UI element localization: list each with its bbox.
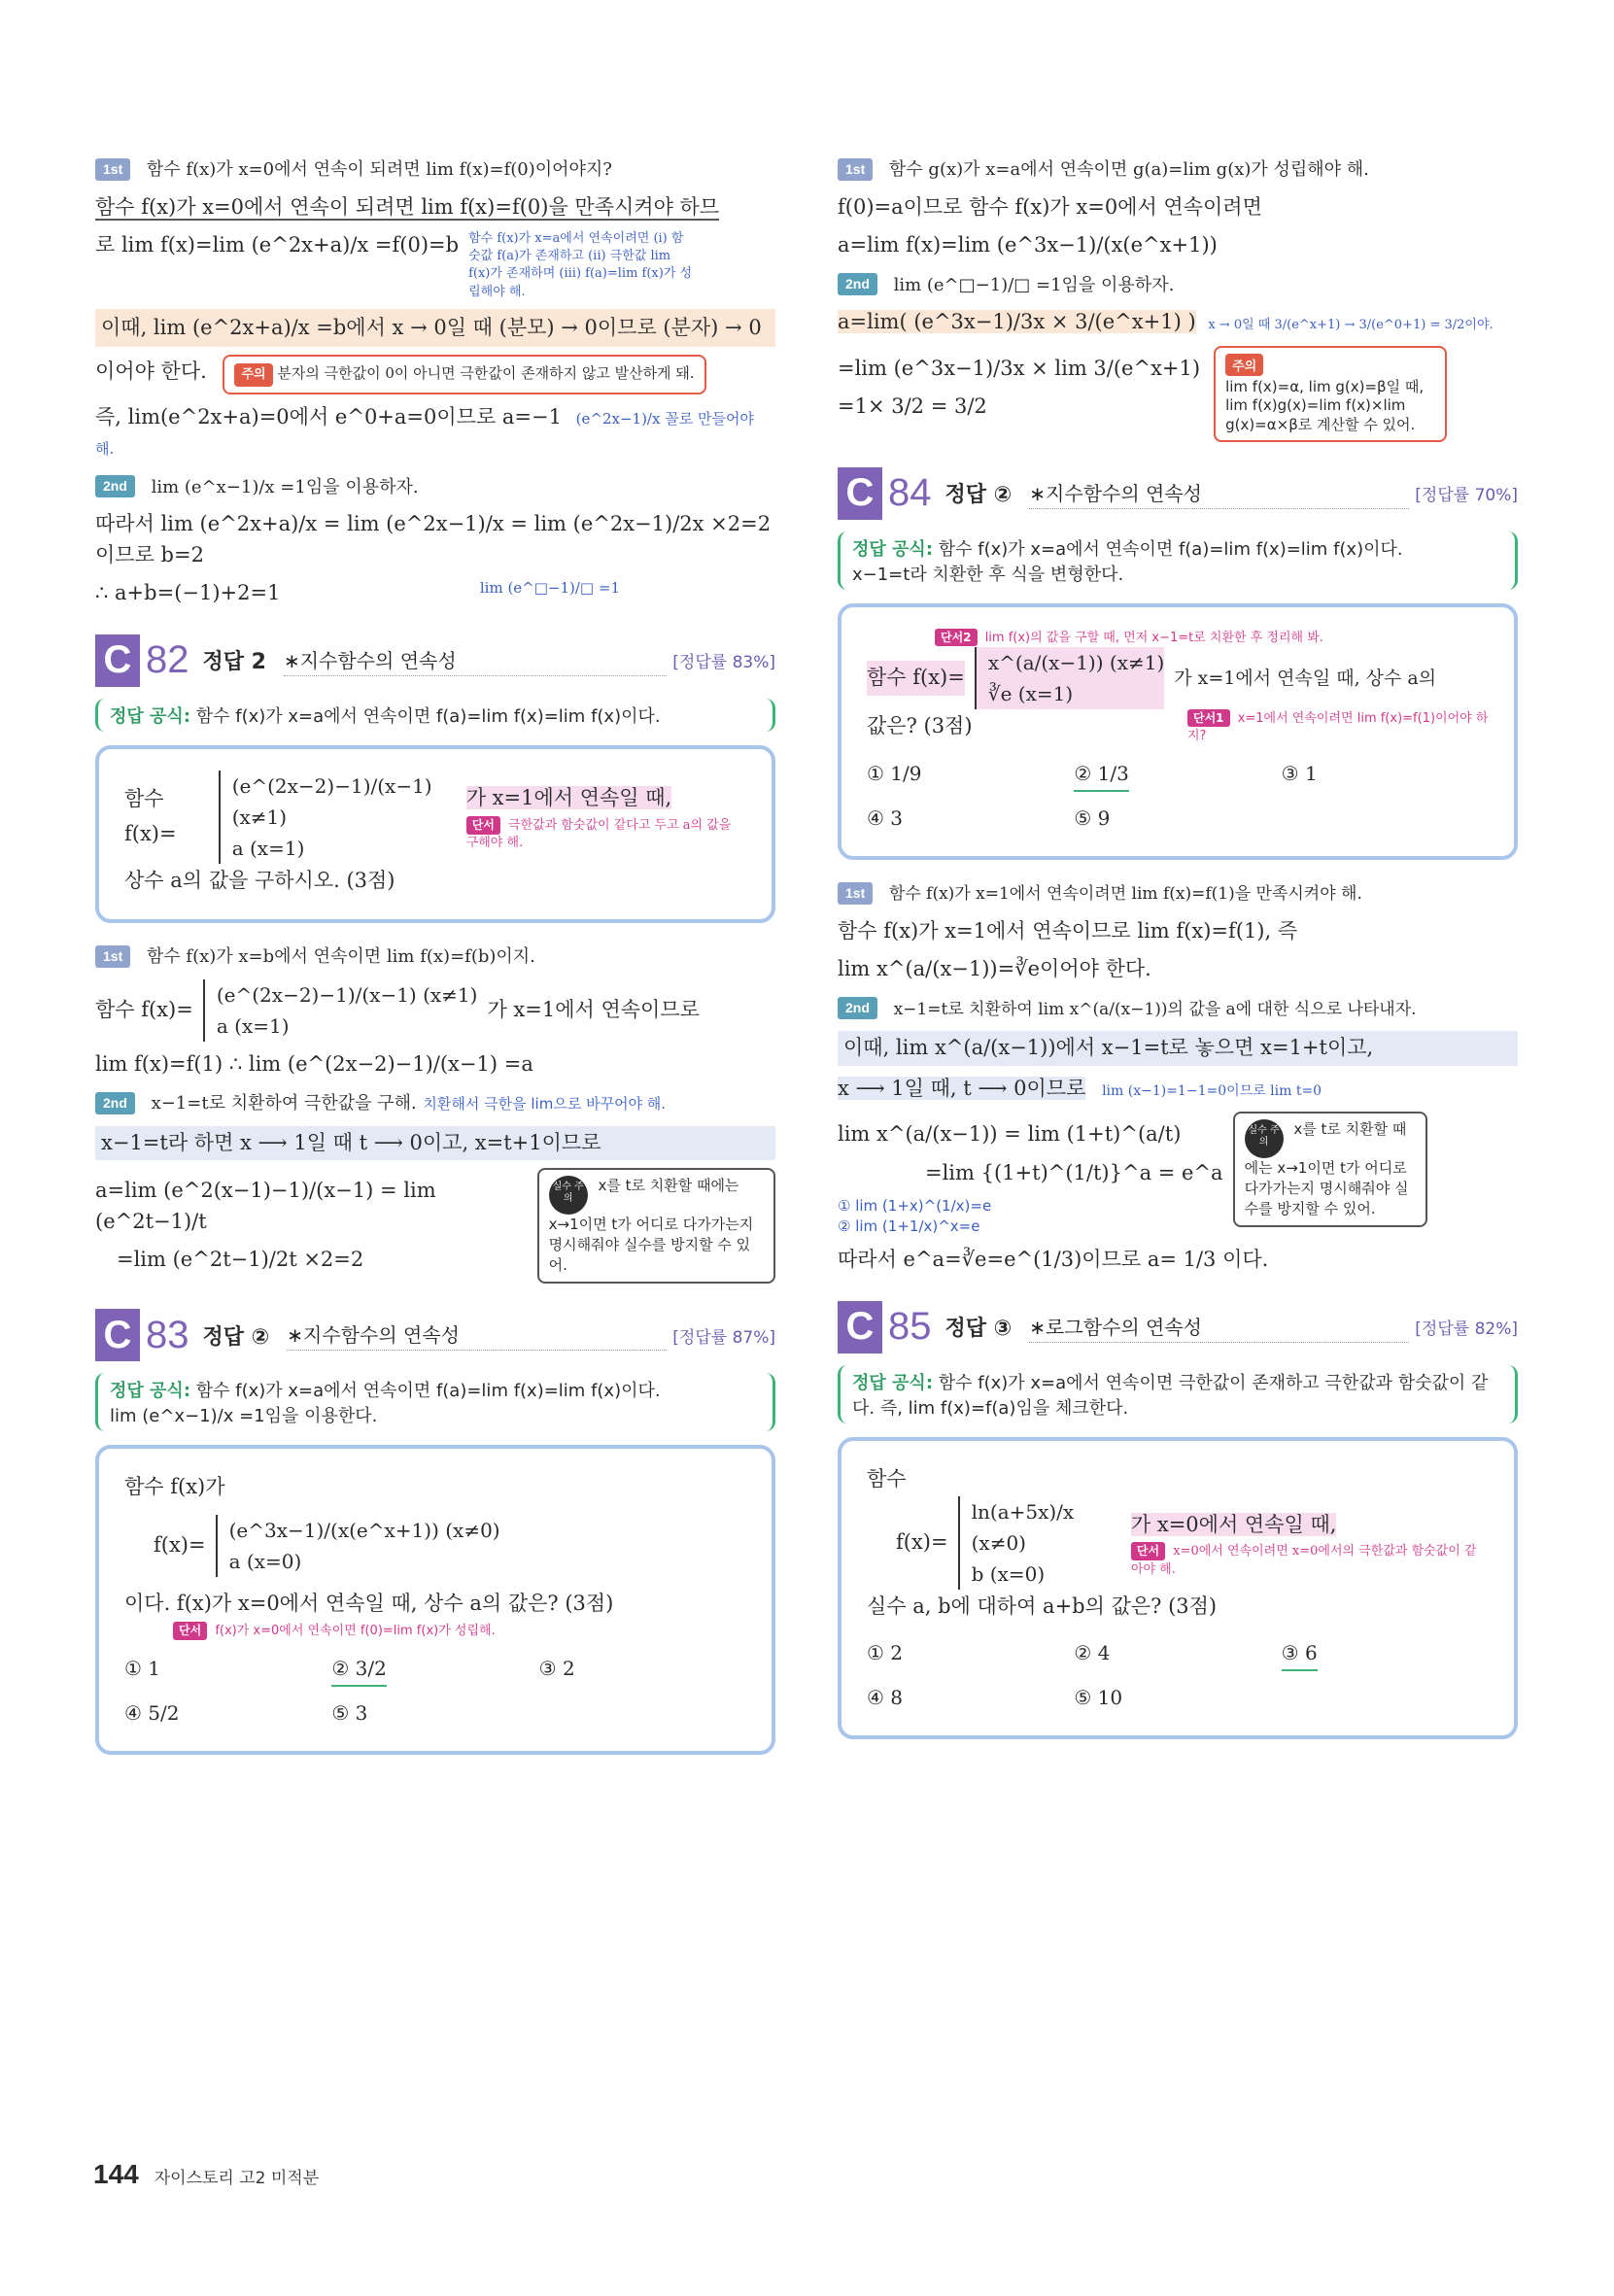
step-tag: 1st [95,158,130,181]
step-tag: 2nd [838,273,877,295]
choice[interactable]: ⑤ 3 [331,1701,368,1725]
answer-choices [867,757,1489,835]
problem-question: 상수 a의 값을 구하시오. (3점) [124,868,395,892]
correct-rate: [정답률 83%] [672,653,775,673]
step-tag: 1st [838,882,873,905]
choice[interactable]: ① 1/9 [867,762,922,786]
caution-icon: 실수 주의 [549,1176,588,1215]
solution-text: f(0)=a이므로 함수 f(x)가 x=0에서 연속이려면 [838,194,1262,219]
choice-correct[interactable]: ③ 6 [1282,1636,1318,1671]
section-number: 85 [888,1305,932,1349]
choice[interactable]: ④ 5/2 [124,1701,180,1725]
piecewise-function: x^(a/(x−1)) (x≠1) ∛e (x=1) [975,647,1164,709]
answer-label: 정답 ② [944,483,1013,507]
solution-step: 2nd lim (e^□−1)/□ =1임을 이용하자. [838,269,1518,300]
piecewise-function: (e^(2x−2)−1)/(x−1) (x≠1) a (x=1) [219,771,457,864]
warning-box: 주의 lim f(x)=α, lim g(x)=β일 때, lim f(x)g(x)=lim f(x)×lim g(x)=α×β로 계산할 수 있어. [1214,346,1447,442]
section-number: 82 [146,638,189,682]
answer-label: 정답 ② [202,1324,270,1350]
choice-correct[interactable]: ② 1/3 [1074,757,1128,792]
step-tag: 1st [838,158,873,181]
section-number: 84 [888,471,932,514]
answer-label: 정답 2 [202,650,266,675]
problem-question: 이다. f(x)가 x=0에서 연속일 때, 상수 a의 값은? (3점) [124,1592,614,1616]
solution-text: 이어야 한다. 주의 분자의 극한값이 0이 아니면 극한값이 존재하지 않고 발산하게 돼. [95,355,775,394]
solution-text: =lim (e^2t−1)/2t ×2=2 [117,1248,364,1272]
solution-text: ∴ a+b=(−1)+2=1 lim (e^□−1)/□ =1 [95,578,775,609]
step-tag: 2nd [95,475,135,497]
solution-text: lim f(x)=f(1) ∴ lim (e^(2x−2)−1)/(x−1) =a [95,1051,533,1076]
section-header [838,1301,1518,1354]
note: 함수 f(x)가 x=a에서 연속이려면 (i) 함숫값 f(a)가 존재하고 (ii) 극한값 lim f(x)가 존재하며 (iii) f(a)=lim f(x)가 성립해야 해. [468,231,693,299]
problem-box: 함수 f(x)= (e^(2x−2)−1)/(x−1) (x≠1) a (x=1) 가 x=1에서 연속일 때, 단서 극한값과 함숫값이 같다고 두고 a의 값을 구해야 해. 상수 a의 값을 구하시오. (3점) [95,745,775,924]
right-column: 1st 함수 g(x)가 x=a에서 연속이면 g(a)=lim g(x)가 성립해야 해. f(0)=a이므로 함수 f(x)가 x=0에서 연속이려면 a=lim f(x)=lim (e^3x−1)/(x(e^x+1)) 2nd lim (e^□−1)/□ =1임을 이용하자. a=lim( (e^3x−1)/3x × 3/(e^x+1) ) x → 0일 때 3/(e^x+1) → 3/(e^0+1) = 3/2이야. =lim (e^3x−1)/3x × lim 3/(e^x+1) =1× 3/2 = 3/2 주의 lim f(x)=α, lim g(x)=β일 때, lim f(x)g(x)=lim f(x)×lim g(x)=α×β로 계산할 수 있어. C 84 정답 ② ∗지수함수의 연속성 [정답률 70%] 정답 공식: 함수 f(x)가 x=a에서 연속이면 f(a)=lim f(x)=lim f(x)이다. x−1=t라 치환한 후 식을 변형한다. 단서2 lim f(x)의 값을 구할 때, 먼저 x−1=t로 치환한 후 정리해 봐. 함수 f(x)= x^(a/(x−1)) (x≠1) ∛e (x=1) 가 x=1에서 연속일 때, 상수 a의 값은? (3점) 단서1 x=1에서 연속이려면 lim f(x)=f(1)이어야 하지? ① 1/9 ② 1/3 ③ 1 ④ 3 ⑤ 9 1st 함수 f(x)가 x=1에서 연속이려면 lim f(x)=f(1)을 만족시켜야 해. 함수 f(x)가 x=1에서 연속이므로 lim f(x)=f(1), 즉 lim x^(a/(x−1))=∛e이어야 한다. 2nd x−1=t로 치환하여 lim x^(a/(x−1))의 값을 a에 대한 식으로 나타내자. 이때, lim x^(a/(x−1))에서 x−1=t로 놓으면 x=1+t이고, x ⟶ 1일 때, t ⟶ 0이므로 lim (x−1)=1−1=0이므로 lim t=0 lim x^(a/(x−1)) = lim (1+t)^(a/t) =lim {(1+t)^(1/t)}^a = e^a ① lim (1+x)^(1/x)=e ② lim (1+1/x)^x=e 실수 주의 x를 t로 치환할 때에는 x→1이면 t가 어디로 다가가는지 명시해줘야 실수를 방지할 수 있어. 따라서 e^a=∛e=e^(1/3)이므로 a= 1/3 이다. C 85 정답 ③ ∗로그함수의 연속성 [정답률 82%] 정답 공식: 함수 f(x)가 x=a에서 연속이면 극한값이 존재하고 극한값과 함숫값이 같다. 즉, lim f(x)=f(a)임을 체크한다. 함수 f(x)= ln(a+5x)/x (x≠0) b (x=0) 가 x=0에서 연속일 때, 단서 x=0에서 연속이려면 x=0에서의 극한값과 함숫값이 같아야 해. 실수 a, b에 대하여 a+b의 값은? (3점) ① 2 ② 4 ③ 6 ④ 8 ⑤ 10 [838,146,1518,1757]
choice[interactable]: ③ 2 [538,1657,575,1680]
caution-icon: 실수 주의 [1245,1119,1284,1158]
step-title: lim (e^x−1)/x =1임을 이용하자. [151,476,419,497]
topic-label: ∗지수함수의 연속성 [1029,478,1409,509]
step-title: 함수 f(x)가 x=0에서 연속이 되려면 lim f(x)=f(0)이어야지? [146,159,612,180]
solution-text: a=lim f(x)=lim (e^3x−1)/(x(e^x+1)) [838,233,1218,257]
choice-correct[interactable]: ② 3/2 [331,1652,386,1687]
choice[interactable]: ④ 8 [867,1685,904,1709]
answer-formula: 정답 공식: 함수 f(x)가 x=a에서 연속이면 f(a)=lim f(x)=lim f(x)이다. lim (e^x−1)/x =1임을 이용한다. [95,1373,775,1431]
topic-label: ∗지수함수의 연속성 [284,645,667,676]
problem-box: 함수 f(x)= ln(a+5x)/x (x≠0) b (x=0) 가 x=0에서 연속일 때, 단서 x=0에서 연속이려면 x=0에서의 극한값과 함숫값이 같아야 해. 실수 a, b에 대하여 a+b의 값은? (3점) ① 2 ② 4 ③ 6 ④ 8 ⑤ 10 [838,1437,1518,1739]
answer-formula: 정답 공식: 함수 f(x)가 x=a에서 연속이면 f(a)=lim f(x)=lim f(x)이다. [95,699,775,732]
solution-text: 로 lim f(x)=lim (e^2x+a)/x =f(0)=b 함수 f(x)가 x=a에서 연속이려면 (i) 함숫값 f(a)가 존재하고 (ii) 극한값 lim f(x)가 존재하며 (iii) f(a)=lim f(x)가 성립해야 해. [95,230,775,301]
solution-step: 1st 함수 f(x)가 x=1에서 연속이려면 lim f(x)=f(1)을 만족시켜야 해. [838,877,1518,908]
warning-box: 주의 분자의 극한값이 0이 아니면 극한값이 존재하지 않고 발산하게 돼. [223,355,705,394]
correct-rate: [정답률 82%] [1415,1319,1518,1340]
note: lim (e^□−1)/□ =1 [479,579,620,598]
choice[interactable]: ⑤ 10 [1074,1685,1123,1709]
tip-box: 실수 주의 x를 t로 치환할 때에는 x→1이면 t가 어디로 다가가는지 명시해줘야 실수를 방지할 수 있어. [1233,1112,1427,1227]
piecewise-function: (e^(2x−2)−1)/(x−1) (x≠1) a (x=1) [203,979,478,1042]
answer-label: 정답 ③ [944,1317,1013,1342]
answer-formula: 정답 공식: 함수 f(x)가 x=a에서 연속이면 극한값이 존재하고 극한값과 함숫값이 같다. 즉, lim f(x)=f(a)임을 체크한다. [838,1365,1518,1423]
solution-text: x−1=t라 하면 x ⟶ 1일 때 t ⟶ 0이고, x=t+1이므로 [95,1126,775,1161]
solution-step: 1st 함수 g(x)가 x=a에서 연속이면 g(a)=lim g(x)가 성립해야 해. [838,154,1518,185]
answer-choices [867,1636,1489,1714]
hint-tag: 단서 [173,1622,207,1640]
answer-formula: 정답 공식: 함수 f(x)가 x=a에서 연속이면 f(a)=lim f(x)=lim f(x)이다. x−1=t라 치환한 후 식을 변형한다. [838,531,1518,590]
solution-text: a=lim (e^2(x−1)−1)/(x−1) = lim (e^2t−1)/t [95,1179,436,1233]
problem-box: 함수 f(x)가 f(x)= (e^3x−1)/(x(e^x+1)) (x≠0) a (x=0) 이다. f(x)가 x=0에서 연속일 때, 상수 a의 값은? (3점) 단서 f(x)가 x=0에서 연속이면 f(0)=lim f(x)가 성립해. ① 1 ② 3/2 ③ 2 ④ 5/2 ⑤ 3 [95,1445,775,1755]
problem-box: 단서2 lim f(x)의 값을 구할 때, 먼저 x−1=t로 치환한 후 정리해 봐. 함수 f(x)= x^(a/(x−1)) (x≠1) ∛e (x=1) 가 x=1에서 연속일 때, 상수 a의 값은? (3점) 단서1 x=1에서 연속이려면 lim f(x)=f(1)이어야 하지? ① 1/9 ② 1/3 ③ 1 ④ 3 ⑤ 9 [838,603,1518,861]
book-title: 자이스토리 고2 미적분 [154,2169,320,2188]
choice[interactable]: ④ 3 [867,806,904,831]
topic-label: ∗지수함수의 연속성 [287,1319,667,1351]
warning-label: 주의 [234,363,272,387]
section-number: 83 [146,1313,189,1356]
piecewise-function: (e^3x−1)/(x(e^x+1)) (x≠0) a (x=0) [216,1515,500,1577]
solution-step [95,154,775,185]
solution-step [95,471,775,502]
problem-question: 실수 a, b에 대하여 a+b의 값은? (3점) [867,1594,1218,1619]
step-tag: 1st [95,945,130,968]
page-number: 144 [93,2159,139,2189]
section-badge: C [838,467,882,520]
section-badge: C [95,1309,140,1361]
note: (e^2x−1)/x 꼴로 만들어야 해. [95,409,754,459]
choice[interactable]: ① 1 [124,1657,161,1680]
solution-step: 1st 함수 f(x)가 x=b에서 연속이면 lim f(x)=f(b)이지. [95,941,775,972]
step-tag: 2nd [838,997,877,1019]
hint-tag: 단서 [466,816,500,835]
section-header [95,634,775,687]
solution-text: 따라서 lim (e^2x+a)/x = lim (e^2x−1)/x = lim (e^2x−1)/2x ×2=2이므로 b=2 [95,512,772,566]
solution-text: 즉, lim(e^2x+a)=0에서 e^0+a=0이므로 a=−1 (e^2x−1)/x 꼴로 만들어야 해. [95,404,754,459]
correct-rate: [정답률 70%] [1415,486,1518,505]
left-column: 1st 함수 f(x)가 x=0에서 연속이 되려면 lim f(x)=f(0)이어야지? 함수 f(x)가 x=0에서 연속이 되려면 lim f(x)=f(0)을 만족시켜야 하므 로 lim f(x)=lim (e^2x+a)/x =f(0)=b 함수 f(x)가 x=a에서 연속이려면 (i) 함숫값 f(a)가 존재하고 (ii) 극한값 lim f(x)가 존재하며 (iii) f(a)=lim f(x)가 성립해야 해. 이때, lim (e^2x+a)/x =b에서 x → 0일 때 (분모) → 0이므로 (분자) → 0 이어야 한다. 주의 분자의 극한값이 0이 아니면 극한값이 존재하지 않고 발산하게 돼. 즉, lim(e^2x+a)=0에서 e^0+a=0이므로 a=−1 (e^2x−1)/x 꼴로 만들어야 해. 2nd lim (e^x−1)/x =1임을 이용하자. 따라서 lim (e^2x+a)/x = lim (e^2x−1)/x = lim (e^2x−1)/2x ×2=2이므로 b=2 ∴ a+b=(−1)+2=1 lim (e^□−1)/□ =1 C 82 정답 2 ∗지수함수의 연속성 [정답률 83%] 정답 공식: 함수 f(x)가 x=a에서 연속이면 f(a)=lim f(x)=lim f(x)이다. 함수 f(x)= (e^(2x−2)−1)/(x−1) (x≠1) a (x=1) 가 x=1에서 연속일 때, 단서 극한값과 함숫값이 같다고 두고 a의 값을 구해야 해. 상수 a의 값을 구하시오. (3점) 1st 함수 f(x)가 x=b에서 연속이면 lim f(x)=f(b)이지. 함수 f(x)= (e^(2x−2)−1)/(x−1) (x≠1) a (x=1) 가 x=1에서 연속이므로 lim f(x)=f(1) ∴ lim (e^(2x−2)−1)/(x−1) =a 2nd x−1=t로 치환하여 극한값을 구해. 치환해서 극한을 lim으로 바꾸어야 해. x−1=t라 하면 x ⟶ 1일 때 t ⟶ 0이고, x=t+1이므로 a=lim (e^2(x−1)−1)/(x−1) = lim (e^2t−1)/t =lim (e^2t−1)/2t ×2=2 실수 주의 x를 t로 치환할 때에는 x→1이면 t가 어디로 다가가는지 명시해줘야 실수를 방지할 수 있어. C 83 정답 ② ∗지수함수의 연속성 [정답률 87%] 정답 공식: 함수 f(x)가 x=a에서 연속이면 f(a)=lim f(x)=lim f(x)이다. lim (e^x−1)/x =1임을 이용한다. 함수 f(x)가 f(x)= (e^3x−1)/(x(e^x+1)) (x≠0) a (x=0) 이다. f(x)가 x=0에서 연속일 때, 상수 a의 값은? (3점) 단서 f(x)가 x=0에서 연속이면 f(0)=lim f(x)가 성립해. ① 1 ② 3/2 ③ 2 ④ 5/2 ⑤ 3 [95,146,775,1772]
choice[interactable]: ③ 1 [1281,762,1318,786]
solution-text: 함수 f(x)가 x=0에서 연속이 되려면 lim f(x)=f(0)을 만족시켜야 하므 [95,194,720,219]
solution-text: 이때, lim (e^2x+a)/x =b에서 x → 0일 때 (분모) → 0이므로 (분자) → 0 [95,309,775,348]
choice[interactable]: ① 2 [867,1640,904,1664]
tip-box: 실수 주의 x를 t로 치환할 때에는 x→1이면 t가 어디로 다가가는지 명시해줘야 실수를 방지할 수 있어. [537,1168,775,1284]
choice[interactable]: ⑤ 9 [1074,806,1111,831]
solution-step: 2nd x−1=t로 치환하여 lim x^(a/(x−1))의 값을 a에 대한 식으로 나타내자. [838,993,1518,1024]
choice[interactable]: ② 4 [1074,1640,1111,1664]
solution-step: 2nd x−1=t로 치환하여 극한값을 구해. 치환해서 극한을 lim으로 바꾸어야 해. [95,1087,775,1118]
section-badge: C [95,634,140,687]
section-header [838,467,1518,520]
section-header [95,1309,775,1361]
piecewise-function: ln(a+5x)/x (x≠0) b (x=0) [958,1496,1121,1590]
step-tag: 2nd [95,1092,135,1114]
correct-rate: [정답률 87%] [672,1327,775,1348]
topic-label: ∗로그함수의 연속성 [1029,1312,1409,1343]
page-footer [93,2159,319,2190]
answer-choices [124,1652,746,1730]
section-badge: C [838,1301,882,1354]
